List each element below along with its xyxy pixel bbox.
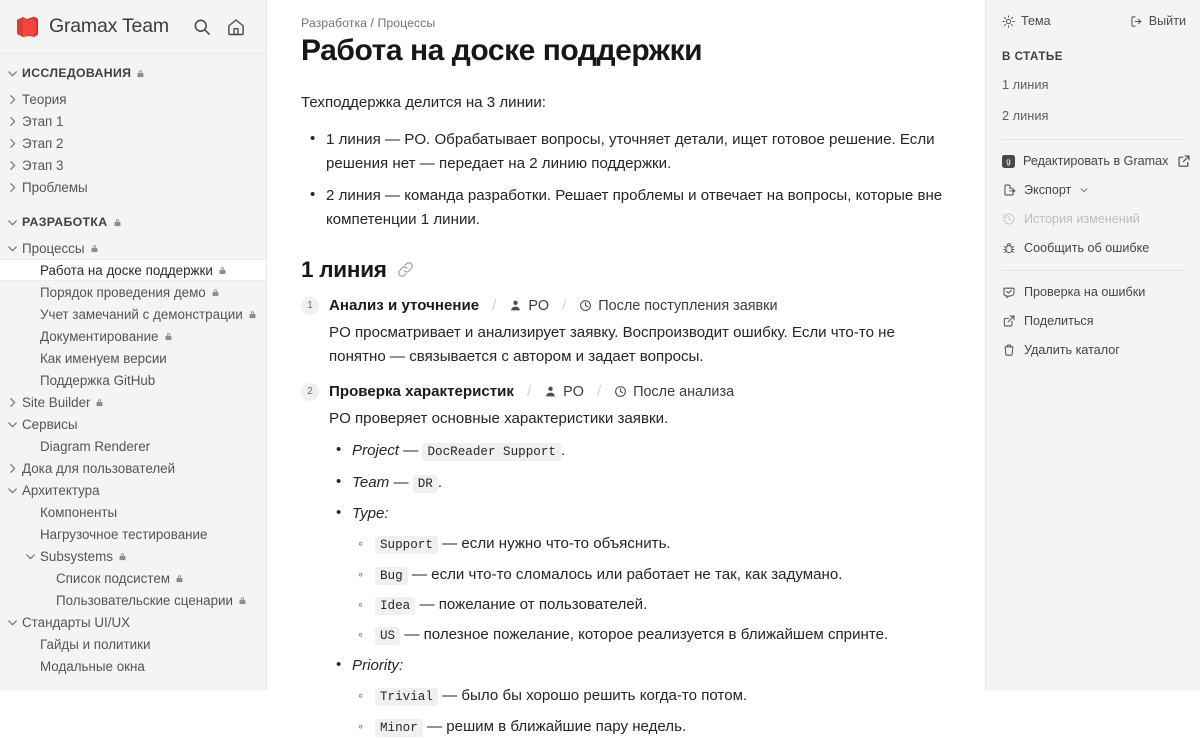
priority-values-list	[352, 684, 945, 738]
step-separator: /	[562, 297, 567, 315]
sidebar-item-label: Компоненты	[40, 504, 118, 520]
toc-item-line-1[interactable]: 1 линия	[1002, 77, 1049, 92]
sidebar-item-этап-2[interactable]	[0, 132, 266, 154]
sidebar-item-label: Diagram Renderer	[40, 438, 151, 454]
priority-desc: — решим в ближайшие пару недель.	[427, 717, 687, 735]
export-action[interactable]	[1002, 183, 1186, 197]
chevron-right-icon[interactable]	[6, 93, 19, 106]
right-panel	[985, 0, 1200, 690]
sidebar-item-как-именуем-версии[interactable]	[0, 347, 266, 369]
lock-icon	[95, 397, 104, 408]
chevron-right-icon[interactable]	[6, 159, 19, 172]
sidebar-item-label: Список подсистем	[56, 570, 170, 586]
sidebar-item-label: Процессы	[22, 240, 85, 256]
brand-title: Gramax Team	[49, 15, 169, 37]
logout-label: Выйти	[1148, 14, 1186, 28]
list-item	[349, 654, 945, 739]
step-body-text: PO проверяет основные характеристики заявки.	[329, 409, 669, 427]
lead-paragraph: Техподдержка делится на 3 линии:	[301, 93, 546, 111]
person-icon	[544, 385, 557, 398]
step-owner-label: PO	[528, 297, 550, 314]
type-desc: — пожелание от пользователей.	[419, 595, 648, 613]
sidebar-item-порядок-проведения-демо[interactable]	[0, 281, 266, 303]
type-values-list	[352, 532, 945, 647]
edit-in-gramax-label: Редактировать в Gramax	[1023, 154, 1169, 168]
sidebar-item-процессы[interactable]	[0, 237, 266, 259]
chevron-down-icon[interactable]	[6, 418, 19, 431]
step-time	[579, 298, 777, 314]
share-icon	[1002, 314, 1016, 328]
step-time-label: После анализа	[633, 383, 735, 400]
spellcheck-label: Проверка на ошибки	[1024, 285, 1146, 299]
spellcheck-icon	[1002, 285, 1016, 299]
sidebar-item-документирование[interactable]	[0, 325, 266, 347]
sidebar-item-label: Этап 1	[22, 113, 64, 129]
step-title: Анализ и уточнение	[329, 297, 480, 315]
sidebar-item-label: Теория	[22, 91, 67, 107]
delete-catalog-label: Удалить каталог	[1024, 343, 1120, 357]
lock-icon	[136, 68, 145, 79]
divider	[1002, 139, 1186, 140]
home-icon[interactable]	[226, 17, 246, 37]
chevron-down-icon[interactable]	[6, 616, 19, 629]
priority-label: Priority:	[352, 656, 404, 674]
link-icon[interactable]	[396, 260, 415, 279]
list-item: • 2 линия — команда разработки. Решает проблемы и отвечает на вопросы, которые вне компетенции 1 линии.	[323, 184, 945, 233]
external-link-icon	[1177, 154, 1191, 168]
step-header	[301, 383, 945, 401]
step-time-label: После поступления заявки	[598, 297, 778, 314]
attribute-tail: .	[437, 473, 443, 491]
sidebar-item-label: Работа на доске поддержки	[40, 262, 213, 278]
list-item	[349, 502, 945, 647]
type-code: Bug	[375, 567, 408, 585]
priority-code: Minor	[375, 719, 423, 737]
edit-in-gramax-action[interactable]	[1002, 154, 1186, 168]
sidebar-item-поддержка-github[interactable]	[0, 369, 266, 391]
type-label: Type:	[352, 504, 389, 522]
list-item	[349, 439, 945, 463]
sidebar-item-label: Архитектура	[22, 482, 100, 498]
list-item	[372, 563, 945, 587]
support-lines-list	[301, 128, 945, 233]
step-separator: /	[492, 297, 497, 315]
type-desc: — если что-то сломалось или работает не так, как задумано.	[411, 565, 843, 583]
sidebar-item-label: Гайды и политики	[40, 636, 151, 652]
history-action	[1002, 212, 1186, 226]
list-item	[372, 593, 945, 617]
chevron-down-icon	[1079, 185, 1089, 195]
step-body	[301, 321, 945, 369]
chevron-right-icon[interactable]	[6, 462, 19, 475]
list-item	[372, 715, 945, 739]
trash-icon	[1002, 343, 1016, 357]
share-label: Поделиться	[1024, 314, 1094, 328]
sun-icon	[1002, 15, 1015, 28]
chevron-right-icon[interactable]	[6, 396, 19, 409]
theme-label: Тема	[1021, 14, 1051, 28]
attribute-dash: —	[393, 473, 409, 491]
lock-icon	[175, 573, 184, 584]
logout-icon	[1130, 15, 1143, 28]
divider	[1002, 270, 1186, 271]
lock-icon	[218, 265, 227, 276]
toc-item-line-2[interactable]: 2 линия	[1002, 108, 1049, 123]
search-icon[interactable]	[192, 17, 212, 37]
toc-heading: В СТАТЬЕ	[1002, 50, 1063, 63]
sidebar-item-label: Нагрузочное тестирование	[40, 526, 208, 542]
breadcrumb[interactable]: Разработка / Процессы	[301, 16, 436, 30]
sidebar-item-site-builder[interactable]	[0, 391, 266, 413]
sidebar-item-label: Пользовательские сценарии	[56, 592, 234, 608]
sidebar-item-сервисы[interactable]	[0, 413, 266, 435]
sidebar-item-стандарты-ui-ux[interactable]	[0, 611, 266, 633]
sidebar-item-diagram-renderer[interactable]	[0, 435, 266, 457]
type-code: US	[375, 627, 400, 645]
chevron-right-icon[interactable]	[6, 115, 19, 128]
step-body-text: PO просматривает и анализирует заявку. Воспроизводит ошибку. Если что-то не понятно — связывается с автором и задает вопросы.	[329, 323, 895, 365]
type-desc: — полезное пожелание, которое реализуется в ближайшем спринте.	[404, 625, 889, 643]
step-number-badge: 1	[301, 297, 319, 315]
sidebar-item-модальные-окна[interactable]	[0, 655, 266, 677]
sidebar-item-label: Проблемы	[22, 179, 88, 195]
step-separator: /	[527, 383, 532, 401]
lock-icon	[211, 287, 220, 298]
sidebar-item-label: Сервисы	[22, 416, 78, 432]
sidebar-item-label: Этап 3	[22, 157, 64, 173]
sidebar-item-список-подсистем[interactable]	[0, 567, 266, 589]
type-code: Support	[375, 536, 438, 554]
chevron-down-icon[interactable]	[6, 67, 19, 80]
sidebar-item-этап-3[interactable]	[0, 154, 266, 176]
export-icon	[1002, 183, 1016, 197]
chevron-right-icon[interactable]	[6, 181, 19, 194]
attribute-dash: —	[403, 442, 419, 460]
lock-icon	[113, 217, 122, 228]
step-title: Проверка характеристик	[329, 383, 514, 401]
page-title: Работа на доске поддержки	[301, 34, 703, 67]
chevron-down-icon[interactable]	[6, 484, 19, 497]
sidebar-section-разработка[interactable]	[0, 211, 266, 233]
type-desc: — если нужно что-то объяснить.	[442, 535, 671, 553]
sidebar-item-компоненты[interactable]	[0, 501, 266, 523]
sidebar-item-label: Порядок проведения демо	[40, 284, 206, 300]
attribute-name: Project	[352, 442, 399, 460]
lock-icon	[90, 243, 99, 254]
sidebar-item-дока-для-пользователей[interactable]	[0, 457, 266, 479]
section-heading-text: 1 линия	[301, 256, 387, 282]
right-panel-topbar	[1002, 14, 1186, 28]
sidebar-header	[0, 0, 266, 54]
sidebar-tree	[0, 54, 266, 690]
sidebar-item-label: Дока для пользователей	[22, 460, 176, 476]
clock-icon	[579, 299, 592, 312]
chevron-down-icon[interactable]	[24, 550, 37, 563]
sidebar-section-label: ИССЛЕДОВАНИЯ	[22, 66, 132, 80]
list-item	[372, 623, 945, 647]
report-bug-label: Сообщить об ошибке	[1024, 241, 1150, 255]
attribute-tail: .	[560, 442, 566, 460]
attribute-value: DR	[413, 475, 438, 493]
priority-desc: — было бы хорошо решить когда-то потом.	[442, 687, 748, 705]
share-action[interactable]	[1002, 314, 1186, 328]
step-body	[301, 407, 945, 739]
step-number-badge: 2	[301, 383, 319, 401]
attribute-name: Team	[352, 473, 390, 491]
sidebar-item-label: Документирование	[40, 328, 159, 344]
logout-button[interactable]	[1130, 14, 1186, 28]
chevron-down-icon[interactable]	[6, 216, 19, 229]
lock-icon	[248, 309, 257, 320]
step-owner-label: PO	[563, 383, 584, 400]
step-header	[301, 297, 945, 315]
step-owner	[509, 298, 549, 314]
sidebar-item-label: Site Builder	[22, 394, 91, 410]
chevron-down-icon[interactable]	[6, 242, 19, 255]
sidebar-item-label: Subsystems	[40, 548, 113, 564]
report-bug-action[interactable]	[1002, 241, 1186, 255]
lock-icon	[238, 595, 247, 606]
sidebar-item-нагрузочное-тестирование[interactable]	[0, 523, 266, 545]
sidebar-item-учет-замечаний-с-демонстрации[interactable]	[0, 303, 266, 325]
list-item	[372, 532, 945, 556]
sidebar-group-gap	[0, 198, 266, 211]
attributes-list	[329, 439, 945, 739]
export-label: Экспорт	[1024, 183, 1072, 197]
list-item	[372, 684, 945, 708]
lock-icon	[164, 331, 173, 342]
sidebar-item-работа-на-доске-поддержки[interactable]	[0, 259, 266, 281]
list-item	[349, 471, 945, 495]
history-icon	[1002, 212, 1016, 226]
gramax-square-icon: g	[1002, 155, 1015, 168]
sidebar-item-label: Стандарты UI/UX	[22, 614, 131, 630]
sidebar-item-теория[interactable]	[0, 88, 266, 110]
lock-icon	[118, 551, 127, 562]
sidebar-item-этап-1[interactable]	[0, 110, 266, 132]
theme-toggle-button[interactable]	[1002, 14, 1051, 28]
sidebar-item-label: Модальные окна	[40, 658, 145, 674]
sidebar-item-label: Как именуем версии	[40, 350, 167, 366]
sidebar-section-исследования[interactable]	[0, 62, 266, 84]
step-separator: /	[596, 383, 602, 401]
sidebar-item-label: Поддержка GitHub	[40, 372, 156, 388]
sidebar-item-label: Этап 2	[22, 135, 64, 151]
history-label: История изменений	[1024, 212, 1140, 226]
section-heading-line-1	[301, 257, 945, 283]
attribute-value: DocReader Support	[422, 443, 560, 461]
type-code: Idea	[375, 597, 415, 615]
gramax-logo-icon	[14, 15, 40, 39]
sidebar-item-проблемы[interactable]	[0, 176, 266, 198]
chevron-right-icon[interactable]	[6, 137, 19, 150]
left-sidebar	[0, 0, 267, 690]
person-icon	[509, 299, 522, 312]
sidebar-section-label: РАЗРАБОТКА	[22, 215, 108, 229]
spellcheck-action[interactable]	[1002, 285, 1186, 299]
sidebar-item-subsystems[interactable]	[0, 545, 266, 567]
sidebar-item-архитектура[interactable]	[0, 479, 266, 501]
sidebar-item-гайды-и-политики[interactable]	[0, 633, 266, 655]
step-time	[614, 384, 734, 400]
clock-icon	[614, 385, 627, 398]
sidebar-item-пользовательские-сценарии[interactable]	[0, 589, 266, 611]
bug-icon	[1002, 241, 1016, 255]
delete-catalog-action[interactable]	[1002, 343, 1186, 357]
step-owner	[544, 384, 584, 400]
sidebar-header-icons	[192, 17, 252, 37]
main-content	[267, 0, 985, 735]
list-item: • 1 линия — PO. Обрабатывает вопросы, уточняет детали, ищет готовое решение. Если решения нет — передает на 2 линию поддержки.	[323, 128, 945, 177]
priority-code: Trivial	[375, 688, 438, 706]
sidebar-item-label: Учет замечаний с демонстрации	[40, 306, 243, 322]
